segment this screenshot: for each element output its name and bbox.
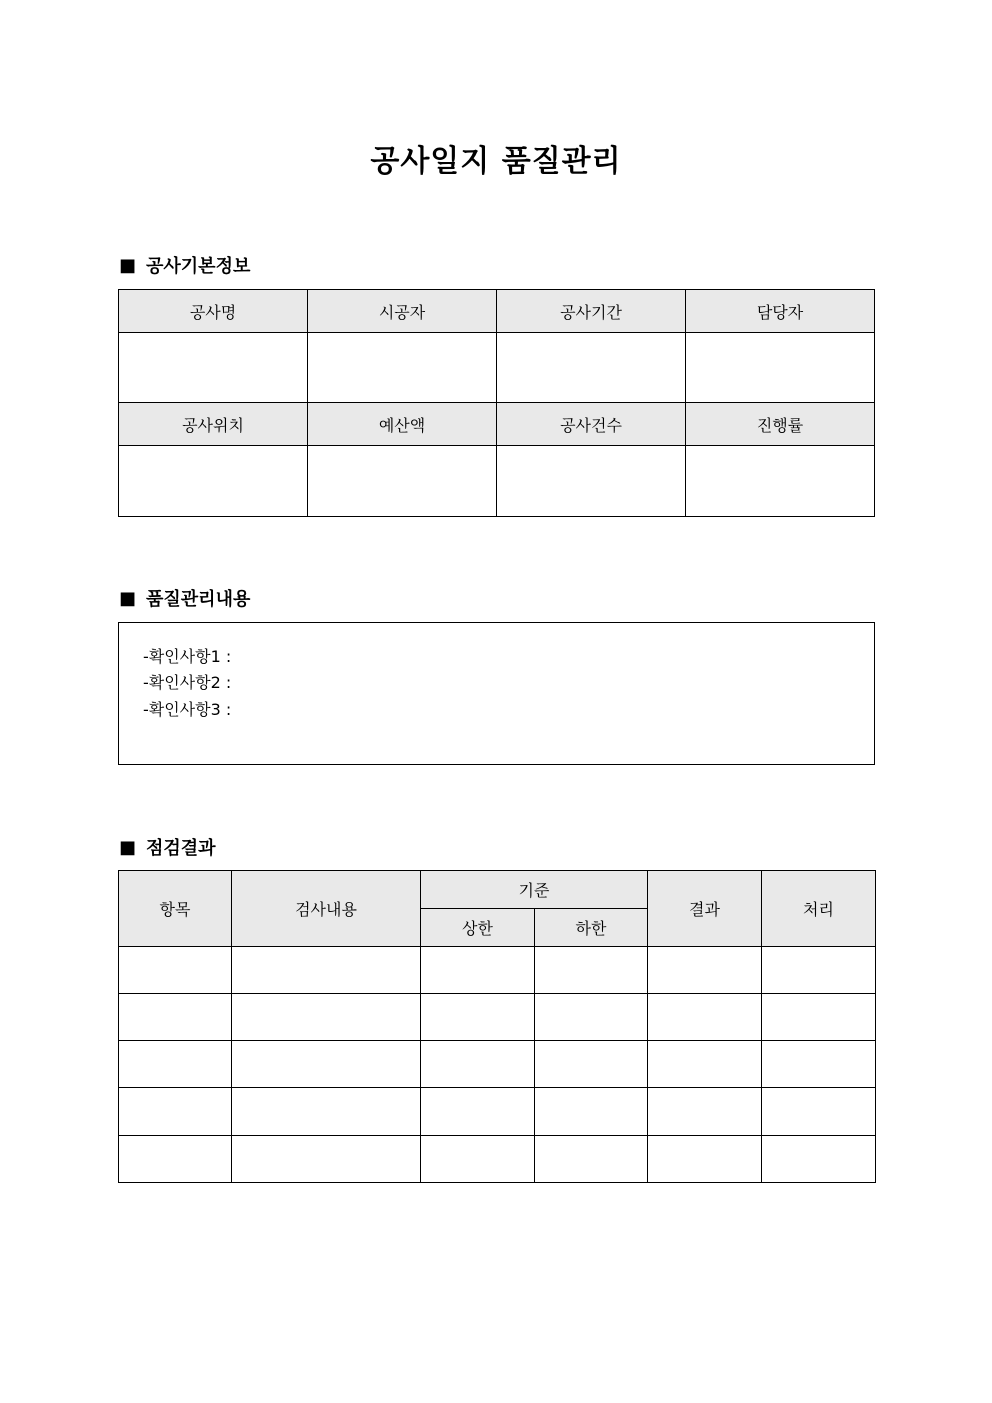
input-cell-lower[interactable] <box>535 1088 648 1136</box>
table-row <box>119 947 876 994</box>
input-cell-upper[interactable] <box>421 1136 535 1183</box>
input-cell-content[interactable] <box>232 947 421 994</box>
input-cell-content[interactable] <box>232 994 421 1041</box>
input-cell-result[interactable] <box>648 947 762 994</box>
section-heading-label: 공사기본정보 <box>146 256 251 277</box>
check-item-3: -확인사항3 : <box>143 700 232 719</box>
table-row <box>119 1088 876 1136</box>
input-cell-upper[interactable] <box>421 1041 535 1088</box>
input-cell-content[interactable] <box>232 1041 421 1088</box>
header-cell-manager: 담당자 <box>686 290 875 333</box>
input-cell-item[interactable] <box>119 1041 232 1088</box>
square-bullet-icon: ■ <box>119 587 137 609</box>
input-cell-period[interactable] <box>497 333 686 403</box>
check-item-2: -확인사항2 : <box>143 673 232 692</box>
section-heading-quality <box>119 585 250 611</box>
input-cell-action[interactable] <box>762 1041 876 1088</box>
table-row <box>119 1136 876 1183</box>
input-cell-result[interactable] <box>648 1136 762 1183</box>
input-cell-upper[interactable] <box>421 994 535 1041</box>
quality-content-box[interactable] <box>118 622 875 765</box>
header-cell-progress: 진행률 <box>686 403 875 446</box>
square-bullet-icon: ■ <box>119 254 137 276</box>
header-cell-contractor: 시공자 <box>308 290 497 333</box>
input-cell-action[interactable] <box>762 1136 876 1183</box>
input-cell-content[interactable] <box>232 1136 421 1183</box>
input-cell-item[interactable] <box>119 947 232 994</box>
table-row <box>119 994 876 1041</box>
input-cell-lower[interactable] <box>535 947 648 994</box>
input-cell-upper[interactable] <box>421 1088 535 1136</box>
input-cell-project-name[interactable] <box>119 333 308 403</box>
input-cell-lower[interactable] <box>535 1136 648 1183</box>
input-cell-upper[interactable] <box>421 947 535 994</box>
inspection-table <box>118 870 876 1183</box>
square-bullet-icon: ■ <box>119 836 137 858</box>
input-cell-content[interactable] <box>232 1088 421 1136</box>
header-cell-lower: 하한 <box>535 909 648 947</box>
section-heading-basic-info <box>119 252 250 278</box>
input-cell-action[interactable] <box>762 994 876 1041</box>
section-heading-label: 품질관리내용 <box>146 589 251 610</box>
input-cell-contractor[interactable] <box>308 333 497 403</box>
header-cell-project-name: 공사명 <box>119 290 308 333</box>
input-cell-count[interactable] <box>497 446 686 517</box>
inspection-rows <box>119 947 876 1183</box>
input-cell-manager[interactable] <box>686 333 875 403</box>
input-cell-lower[interactable] <box>535 994 648 1041</box>
check-item-1: -확인사항1 : <box>143 647 232 666</box>
header-cell-result: 결과 <box>648 871 762 947</box>
basic-info-table <box>118 289 875 517</box>
header-cell-upper: 상한 <box>421 909 535 947</box>
input-cell-item[interactable] <box>119 994 232 1041</box>
header-cell-period: 공사기간 <box>497 290 686 333</box>
section-heading-label: 점검결과 <box>146 838 216 859</box>
input-cell-item[interactable] <box>119 1088 232 1136</box>
page-title: 공사일지 품질관리 <box>370 144 622 179</box>
input-cell-lower[interactable] <box>535 1041 648 1088</box>
header-cell-action: 처리 <box>762 871 876 947</box>
header-cell-item: 항목 <box>119 871 232 947</box>
header-cell-count: 공사건수 <box>497 403 686 446</box>
input-cell-budget[interactable] <box>308 446 497 517</box>
input-cell-location[interactable] <box>119 446 308 517</box>
input-cell-result[interactable] <box>648 1041 762 1088</box>
input-cell-item[interactable] <box>119 1136 232 1183</box>
header-cell-criteria: 기준 <box>421 871 648 909</box>
table-row <box>119 1041 876 1088</box>
header-cell-content: 검사내용 <box>232 871 421 947</box>
input-cell-progress[interactable] <box>686 446 875 517</box>
input-cell-action[interactable] <box>762 1088 876 1136</box>
input-cell-action[interactable] <box>762 947 876 994</box>
header-cell-budget: 예산액 <box>308 403 497 446</box>
section-heading-inspection <box>119 834 216 860</box>
input-cell-result[interactable] <box>648 1088 762 1136</box>
header-cell-location: 공사위치 <box>119 403 308 446</box>
input-cell-result[interactable] <box>648 994 762 1041</box>
